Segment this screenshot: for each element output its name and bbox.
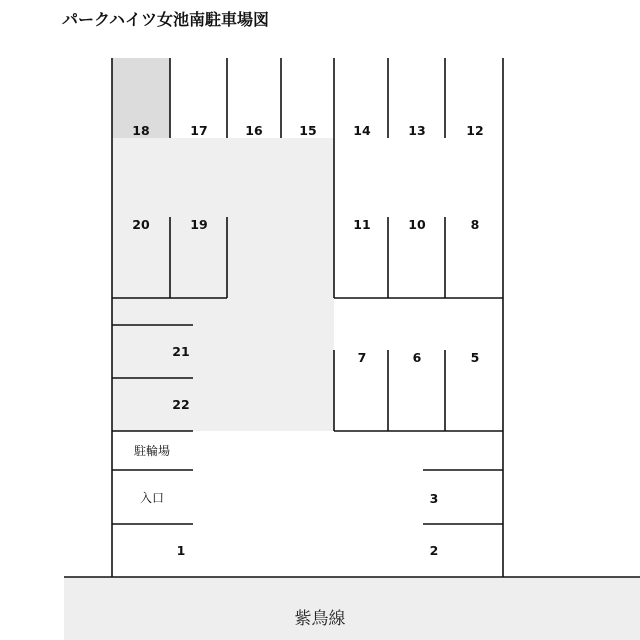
entrance-label: 入口: [139, 491, 165, 505]
space-20-label: 20: [132, 217, 150, 232]
space-3-label: 3: [429, 491, 439, 506]
space-17-label: 17: [190, 123, 208, 138]
space-1-label: 1: [176, 543, 186, 558]
space-19-label: 19: [190, 217, 208, 232]
road-name-label: 紫鳥線: [294, 609, 346, 629]
space-15-label: 15: [299, 123, 317, 138]
space-2-label: 2: [429, 543, 439, 558]
space-16-label: 16: [245, 123, 263, 138]
space-22-label: 22: [172, 397, 190, 412]
space-12-label: 12: [466, 123, 484, 138]
space-18-label: 18: [132, 123, 150, 138]
space-14-label: 14: [353, 123, 371, 138]
space-13-label: 13: [408, 123, 426, 138]
space-8-label: 8: [470, 217, 480, 232]
shaded-common-area: [112, 138, 334, 431]
bicycle-parking-label: 駐輪場: [133, 444, 171, 458]
space-21-label: 21: [172, 344, 190, 359]
space-10-label: 10: [408, 217, 426, 232]
space-5-label: 5: [470, 350, 480, 365]
space-11-label: 11: [353, 217, 371, 232]
page-title: パークハイツ女池南駐車場図: [62, 10, 270, 29]
space-6-label: 6: [412, 350, 422, 365]
space-7-label: 7: [357, 350, 367, 365]
